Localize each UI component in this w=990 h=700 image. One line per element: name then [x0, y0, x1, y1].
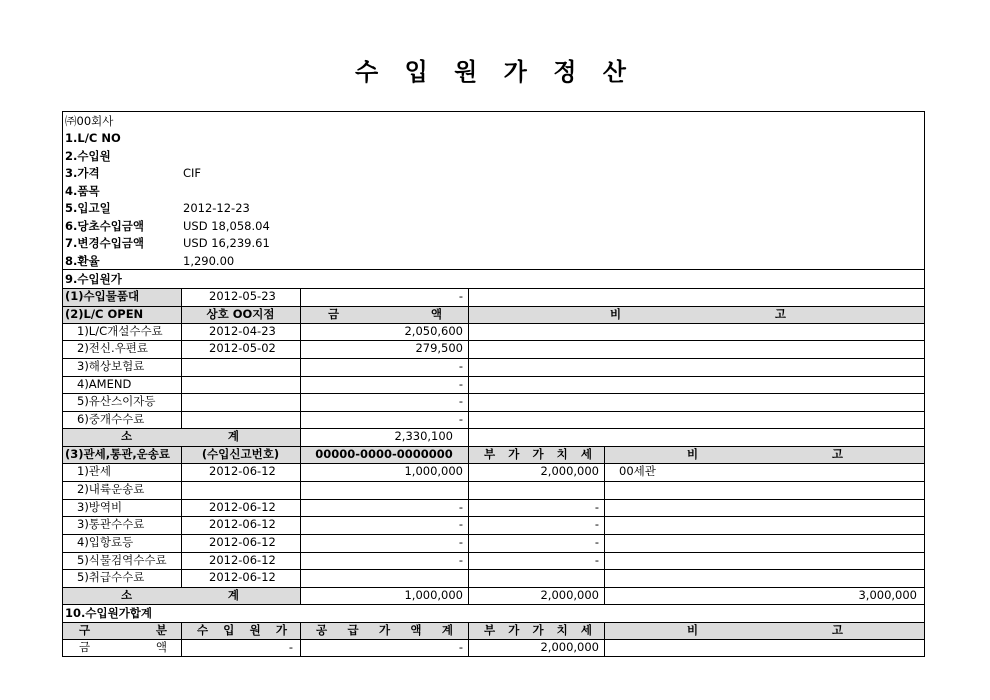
s3-row-amount: -: [458, 517, 463, 531]
s2-row-label: 1)L/C개설수수료: [77, 324, 163, 338]
info-label-importer: 2.수입원: [65, 149, 111, 163]
s3-row-vat: -: [594, 535, 599, 549]
s2-row-amount: 2,050,600: [404, 324, 463, 338]
s10-row-cost: -: [288, 640, 293, 654]
s3-row-amount: -: [458, 535, 463, 549]
s2-label: (2)L/C OPEN: [65, 307, 144, 321]
s2-row-label: 3)해상보험료: [77, 359, 145, 373]
s2-row-label: 4)AMEND: [77, 377, 132, 391]
company-name: ㈜00회사: [65, 114, 114, 128]
s3-row-label: 3)통관수수료: [77, 517, 145, 531]
s2-subtotal-label: 소 계: [121, 429, 239, 443]
info-value-price: CIF: [183, 166, 202, 180]
info-label-receipt-date: 5.입고일: [65, 201, 111, 215]
s2-row-label: 6)중개수수료: [77, 412, 145, 426]
s2-row-label: 2)전신.우편료: [77, 341, 149, 355]
s2-subtotal: 2,330,100: [394, 429, 453, 443]
s3-subtotal-vat: 2,000,000: [540, 588, 599, 602]
s2-row-amount: 279,500: [415, 341, 463, 355]
s2-amount-header: 금 액: [328, 307, 442, 321]
s2-note-header: 비 고: [610, 307, 786, 321]
s3-subtotal-note: 3,000,000: [858, 588, 917, 602]
info-value-receipt-date: 2012-12-23: [183, 201, 250, 215]
s10-row-supply: -: [458, 640, 463, 654]
info-value-exchange-rate: 1,290.00: [183, 254, 235, 268]
section10-title: 10.수입원가합계: [65, 606, 153, 620]
s3-row-label: 1)관세: [77, 464, 112, 478]
s3-row-amount: -: [458, 553, 463, 567]
s2-row-amount: -: [458, 394, 463, 408]
s3-row-vat: -: [594, 553, 599, 567]
s3-vat-header: 부 가 가 치 세: [484, 447, 592, 461]
s3-row-date: 2012-06-12: [209, 553, 276, 567]
s2-row-amount: -: [458, 359, 463, 373]
s2-bank: 상호 OO지점: [206, 307, 275, 321]
s1-date: 2012-05-23: [209, 289, 276, 303]
s10-header-vat: 부 가 가 치 세: [484, 623, 592, 637]
s3-subtotal-label: 소 계: [121, 588, 239, 602]
s10-header-supply-total: 공 급 가 액 계: [316, 623, 453, 637]
s10-header-note: 비 고: [687, 623, 843, 637]
s3-row-label: 3)방역비: [77, 500, 123, 514]
s2-row-label: 5)유산스이자등: [77, 394, 156, 408]
info-value-original-amount: USD 18,058.04: [183, 219, 270, 233]
s3-row-note: 00세관: [619, 464, 656, 478]
settlement-form: [62, 111, 925, 657]
s3-subtotal-amount: 1,000,000: [404, 588, 463, 602]
s1-amount: -: [458, 289, 463, 303]
s3-row-date: 2012-06-12: [209, 500, 276, 514]
page-title: 수 입 원 가 정 산: [355, 58, 635, 86]
s3-row-vat: -: [594, 500, 599, 514]
info-label-original-amount: 6.당초수입금액: [65, 219, 145, 233]
s3-row-label: 5)식물검역수수료: [77, 553, 167, 567]
s3-row-date: 2012-06-12: [209, 517, 276, 531]
s3-row-vat: 2,000,000: [540, 464, 599, 478]
s1-label: (1)수입물품대: [65, 289, 140, 303]
info-value-changed-amount: USD 16,239.61: [183, 236, 270, 250]
s2-row-amount: -: [458, 412, 463, 426]
s3-row-date: 2012-06-12: [209, 464, 276, 478]
s3-row-amount: 1,000,000: [404, 464, 463, 478]
s3-declaration-no: 00000-0000-0000000: [315, 447, 453, 461]
s3-row-label: 4)입항료등: [77, 535, 134, 549]
s10-header-category: 구 분: [79, 623, 167, 637]
s10-row-label: 금 액: [79, 640, 167, 654]
s3-row-vat: -: [594, 517, 599, 531]
section9-title: 9.수입원가: [65, 272, 122, 286]
info-label-price: 3.가격: [65, 166, 100, 180]
s3-label: (3)관세,통관,운송료: [65, 447, 171, 461]
info-label-item: 4.품목: [65, 184, 100, 198]
info-label-lc-no: 1.L/C NO: [65, 131, 121, 145]
info-label-changed-amount: 7.변경수입금액: [65, 236, 145, 250]
s3-row-label: 2)내륙운송료: [77, 482, 145, 496]
s3-row-date: 2012-06-12: [209, 535, 276, 549]
s3-row-amount: -: [458, 500, 463, 514]
s3-row-label: 5)취급수수료: [77, 570, 145, 584]
s2-row-amount: -: [458, 377, 463, 391]
s3-declaration-label: (수입신고번호): [201, 447, 280, 461]
s10-row-vat: 2,000,000: [540, 640, 599, 654]
s3-note-header: 비 고: [687, 447, 843, 461]
info-label-exchange-rate: 8.환율: [65, 254, 100, 268]
s2-row-date: 2012-04-23: [209, 324, 276, 338]
s2-row-date: 2012-05-02: [209, 341, 276, 355]
s3-row-date: 2012-06-12: [209, 570, 276, 584]
s10-header-import-cost: 수 입 원 가: [197, 623, 287, 637]
